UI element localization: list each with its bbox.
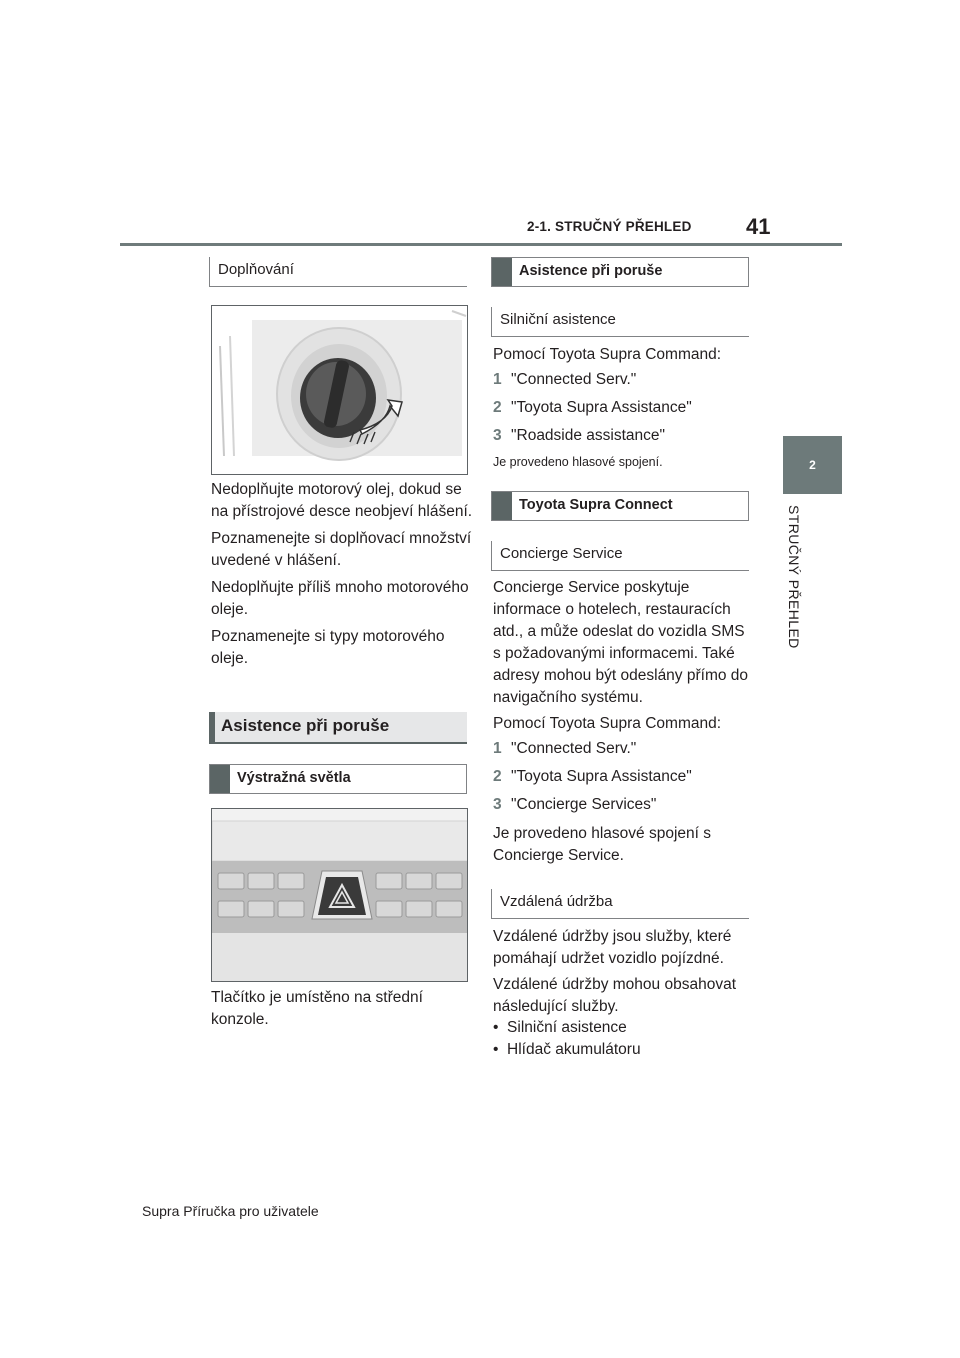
step-item: 1 "Connected Serv." bbox=[493, 371, 637, 388]
steps-list-1 bbox=[493, 369, 692, 447]
subheading-concierge-service: Concierge Service bbox=[491, 541, 749, 571]
heading-text: Asistence při poruše bbox=[221, 716, 390, 735]
bullet-icon: • bbox=[493, 1041, 508, 1058]
bullet-icon: • bbox=[493, 1019, 508, 1036]
hazard-caption: Tlačítko je umístěno na střední konzole. bbox=[211, 989, 423, 1028]
intro-command-1: Pomocí Toyota Supra Command: bbox=[493, 346, 722, 363]
step-item: 1 "Connected Serv." bbox=[493, 740, 637, 757]
remote-maintenance-para-2: Vzdálené údržby mohou obsahovat následující služby. bbox=[493, 976, 736, 1015]
list-item: • Hlídač akumulátoru bbox=[493, 1041, 641, 1058]
list-item: • Silniční asistence bbox=[493, 1019, 627, 1036]
page-number: 41 bbox=[746, 214, 771, 239]
box-text: Toyota Supra Connect bbox=[519, 497, 673, 513]
hazard-button-illustration bbox=[212, 809, 468, 982]
step-item: 2 "Toyota Supra Assistance" bbox=[493, 768, 692, 785]
chapter-label-text: STRUČNÝ PŘEHLED bbox=[786, 505, 802, 649]
voice-note-1: Je provedeno hlasové spojení. bbox=[493, 455, 663, 469]
chapter-number: 2 bbox=[809, 458, 816, 472]
box-text: Výstražná světla bbox=[237, 770, 351, 786]
header-rule bbox=[120, 243, 842, 246]
concierge-description: Concierge Service poskytuje informace o hotelech, restauracích atd., a může odeslat do vozidla SMS s požadovanými informacemi. Také adresy mohou být odeslány přímo do navigačního systému. bbox=[493, 579, 749, 706]
voice-note-2: Je provedeno hlasové spojení s Concierge Service. bbox=[493, 825, 712, 864]
box-vystrazna-svetla bbox=[209, 764, 467, 794]
paragraph-1: Nedoplňujte motorový olej, dokud se na přístrojové desce neobjeví hlášení. bbox=[211, 481, 473, 520]
remote-maintenance-para-1: Vzdálené údržby jsou služby, které pomáhají udržet vozidlo pojízdné. bbox=[493, 928, 732, 967]
paragraph-3: Nedoplňujte příliš mnoho motorového oleje. bbox=[211, 579, 469, 618]
step-item: 3 "Roadside assistance" bbox=[493, 427, 666, 444]
heading-asistence-left bbox=[209, 712, 467, 744]
box-bar bbox=[492, 492, 512, 520]
paragraph-2: Poznamenejte si doplňovací množství uvedené v hlášení. bbox=[211, 530, 472, 569]
oil-filler-cap-figure bbox=[211, 305, 468, 475]
steps-list-2 bbox=[493, 738, 692, 816]
box-text: Asistence při poruše bbox=[519, 263, 663, 279]
step-item: 3 "Concierge Services" bbox=[493, 796, 657, 813]
subheading-vzdalena-udrzba: Vzdálená údržba bbox=[491, 889, 749, 919]
box-toyota-supra-connect bbox=[491, 491, 749, 521]
hazard-button-figure bbox=[211, 808, 468, 982]
box-bar bbox=[210, 765, 230, 793]
services-bullet-list bbox=[493, 1017, 641, 1061]
section-title: 2-1. STRUČNÝ PŘEHLED bbox=[527, 219, 692, 234]
box-asistence-right bbox=[491, 257, 749, 287]
paragraph-4: Poznamenejte si typy motorového oleje. bbox=[211, 628, 445, 667]
oil-filler-cap-illustration bbox=[212, 306, 468, 475]
chapter-tab bbox=[783, 436, 842, 494]
box-bar bbox=[492, 258, 512, 286]
footer-text: Supra Příručka pro uživatele bbox=[142, 1203, 319, 1219]
left-paragraphs bbox=[211, 479, 473, 670]
subheading-doplnovani: Doplňování bbox=[209, 257, 467, 287]
step-item: 2 "Toyota Supra Assistance" bbox=[493, 399, 692, 416]
chapter-label bbox=[786, 505, 806, 665]
subheading-silnicni-asistence: Silniční asistence bbox=[491, 307, 749, 337]
intro-command-2: Pomocí Toyota Supra Command: bbox=[493, 715, 722, 732]
